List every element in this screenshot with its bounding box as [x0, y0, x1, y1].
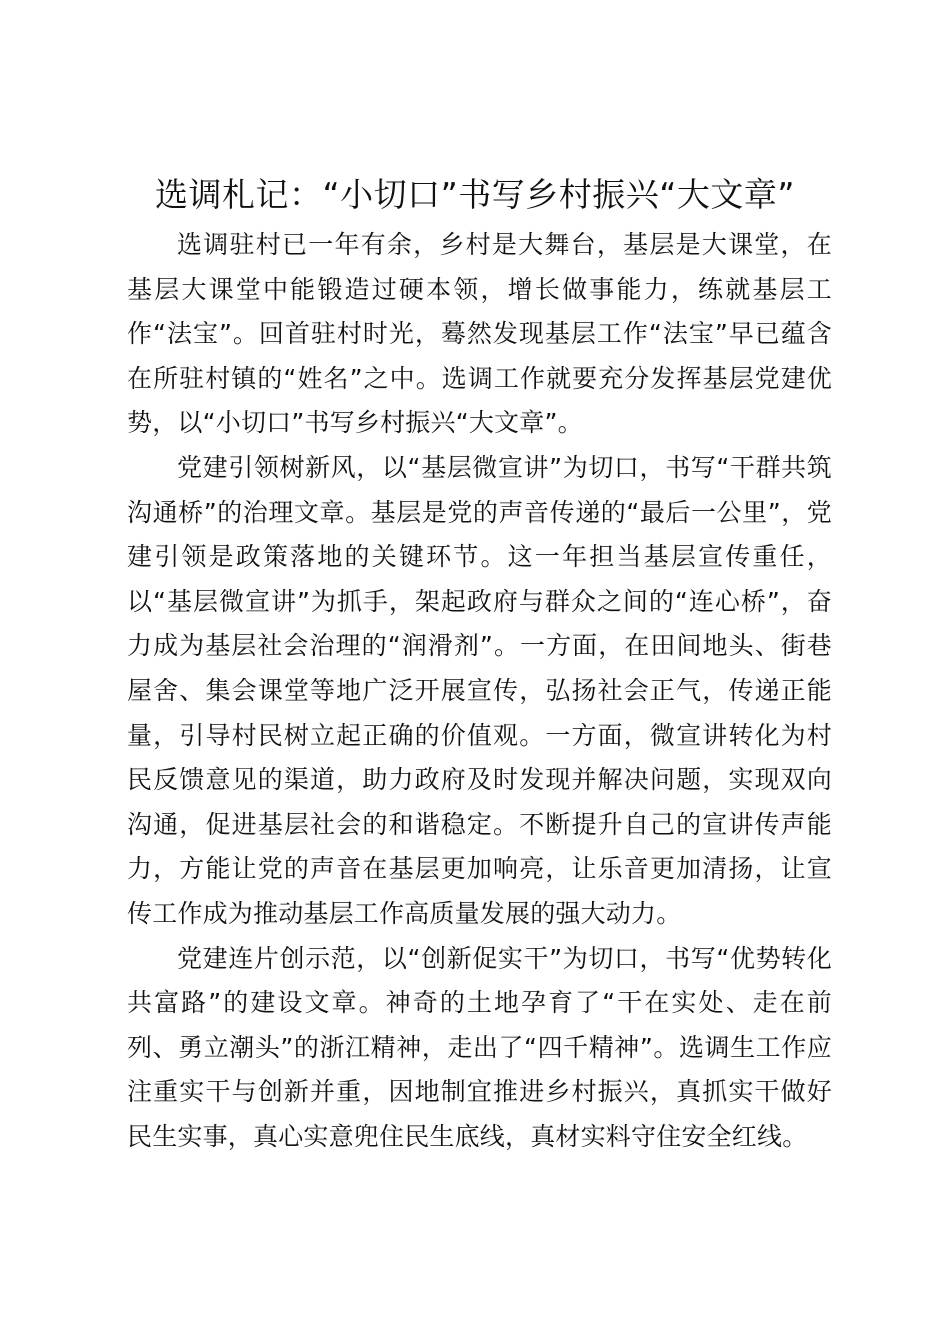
- paragraph-party-building-innovation: 党建连片创示范，以“创新促实干”为切口，书写“优势转化共富路”的建设文章。神奇的土地孕育了“干在实处、走在前列、勇立潮头”的浙江精神，走出了“四千精神”。选调生工作应注重实干与创新并重，因地制宜推进乡村振兴，真抓实干做好民生实事，真心实意兜住民生底线，真材实料守住安全红线。: [127, 943, 832, 1151]
- document-body: [127, 223, 832, 1159]
- document-title: 选调札记：“小切口”书写乡村振兴“大文章”: [155, 175, 795, 214]
- paragraph-intro: 选调驻村已一年有余，乡村是大舞台，基层是大课堂，在基层大课堂中能锻造过硬本领，增长做事能力，练就基层工作“法宝”。回首驻村时光，蓦然发现基层工作“法宝”早已蕴含在所驻村镇的“姓名”之中。选调工作就要充分发挥基层党建优势，以“小切口”书写乡村振兴“大文章”。: [127, 230, 832, 438]
- paragraph-party-building-publicity: 党建引领树新风，以“基层微宣讲”为切口，书写“干群共筑沟通桥”的治理文章。基层是党的声音传递的“最后一公里”，党建引领是政策落地的关键环节。这一年担当基层宣传重任，以“基层微宣讲”为抓手，架起政府与群众之间的“连心桥”，奋力成为基层社会治理的“润滑剂”。一方面，在田间地头、街巷屋舍、集会课堂等地广泛开展宣传，弘扬社会正气，传递正能量，引导村民树立起正确的价值观。一方面，微宣讲转化为村民反馈意见的渠道，助力政府及时发现并解决问题，实现双向沟通，促进基层社会的和谐稳定。不断提升自己的宣讲传声能力，方能让党的声音在基层更加响亮，让乐音更加清扬，让宣传工作成为推动基层工作高质量发展的强大动力。: [127, 452, 832, 928]
